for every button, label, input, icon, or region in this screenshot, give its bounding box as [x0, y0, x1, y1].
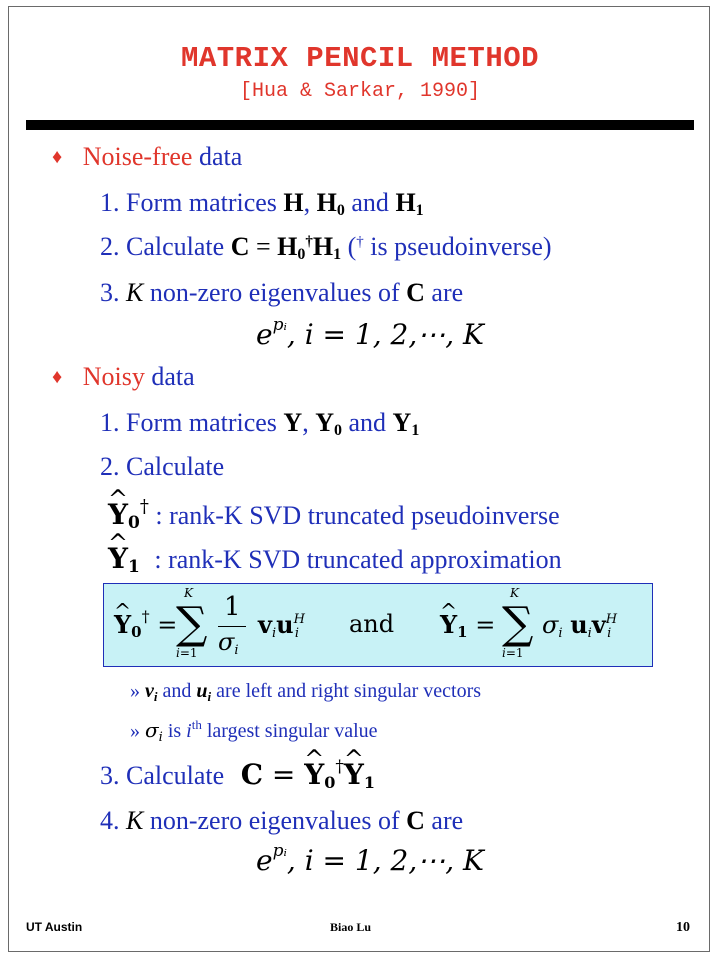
- footer-left: UT Austin: [26, 920, 83, 934]
- bullet-rest: data: [151, 362, 195, 391]
- note-singular-value: » $\sigma_i$ is $i^{th}$ largest singular value: [130, 717, 378, 745]
- noisy-bullet: [52, 362, 195, 392]
- diamond-bullet-icon: ♦: [52, 146, 63, 168]
- title-rule: [26, 120, 694, 130]
- noise-free-bullet: [52, 142, 242, 172]
- bullet-strong: Noisy: [82, 362, 145, 391]
- svd-formula-box: ^ $Y_0^\dagger$ = K ∑ i=1 1 $\sigma_i$ $v_iu^H_i$ and ^ $Y_1$ = K ∑ i=1 $\sigma_i$ $u_iv^H_i$: [103, 583, 653, 667]
- eigenvalue-formula-2: $e^{pᵢ}$, i = 1, 2,⋯, K: [256, 841, 484, 877]
- footer-center: Biao Lu: [330, 920, 372, 934]
- bullet-rest: data: [198, 142, 243, 171]
- noise-free-step-3: 3. K non-zero eigenvalues of C are: [100, 278, 464, 307]
- slide-title: MATRIX PENCIL METHOD: [180, 42, 540, 75]
- eigenvalue-formula-1: $e^{pᵢ}$, i = 1, 2,⋯, K: [256, 315, 484, 351]
- slide-subtitle: [Hua & Sarkar, 1990]: [239, 80, 481, 103]
- page-number: 10: [676, 920, 690, 935]
- noisy-definition-1: ^ $Y_0^\dagger$ : rank-K SVD truncated pseudoinverse: [108, 498, 560, 531]
- note-singular-vectors: » $v_i$ and $u_i$ are left and right singular vectors: [130, 680, 482, 704]
- noisy-step-1: 1. Form matrices Y, $Y_0$ and $Y_1$: [100, 408, 420, 439]
- noise-free-step-2: 2. Calculate $C = H_0^\dagger H_1$ († is pseudoinverse): [100, 232, 552, 263]
- formula-and: and: [349, 610, 395, 638]
- noisy-definition-2: ^ $Y_1$ : rank-K SVD truncated approximation: [108, 542, 562, 575]
- bullet-strong: Noise-free: [82, 142, 193, 171]
- noisy-step-3: 3. Calculate C = ^ $Y_0^\dagger\^{}$ $Y_1$: [100, 758, 375, 791]
- noisy-step-2: 2. Calculate: [100, 452, 225, 481]
- noise-free-step-1: 1. Form matrices H, $H_0$ and $H_1$: [100, 188, 424, 219]
- noisy-step-4: 4. K non-zero eigenvalues of C are: [100, 806, 464, 835]
- diamond-bullet-icon: ♦: [52, 366, 63, 388]
